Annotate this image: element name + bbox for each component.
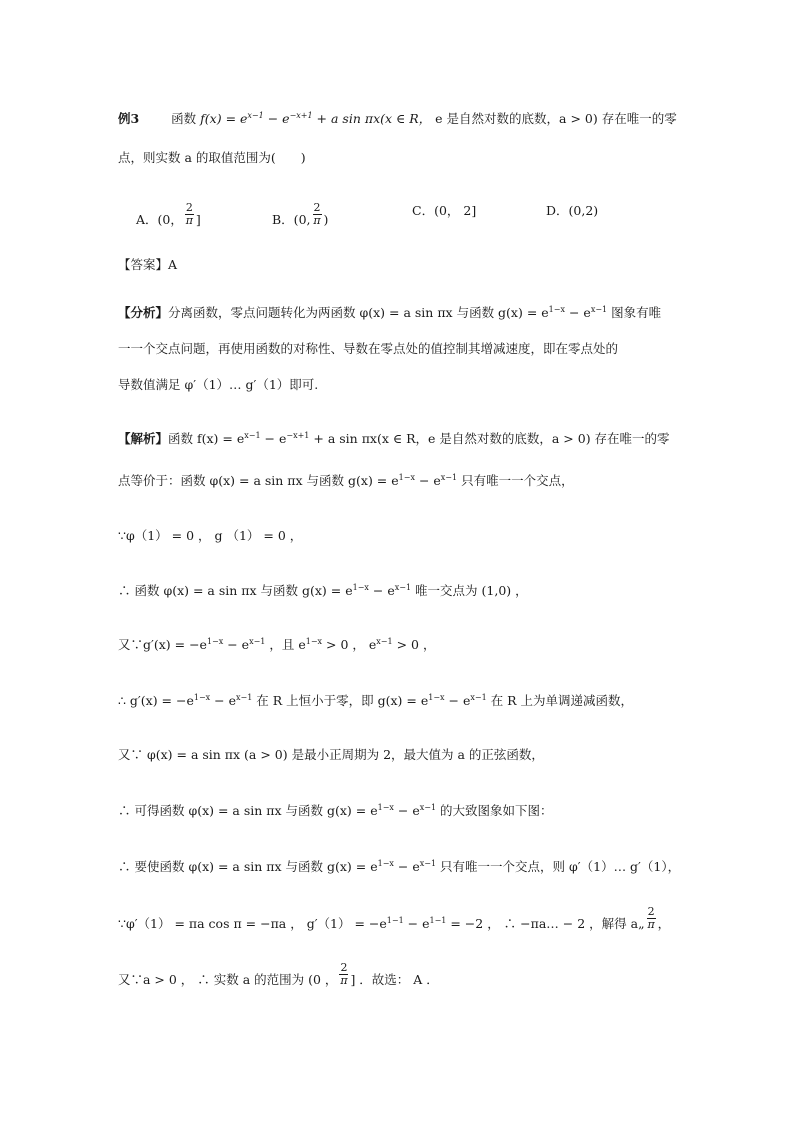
option-d: D．(0,2) (546, 203, 599, 218)
example-label: 例3 (118, 111, 140, 126)
analysis-tag: 【分析】 (118, 305, 169, 320)
solution-line-1: 【解析】函数 $f(x) = e^{x-1} - e^{-x+1} + a$ sin πx(x ∈ R，e 是自然对数的底数，a > 0) 存在唯一的零 (118, 431, 670, 446)
options-row (136, 196, 694, 232)
solution-line-5: 又∵g′(x) = $-e^{1-x} - e^{x-1}$ ，且 $e^{1-x} > 0$ ， $e^{x-1} > 0$ ， (118, 637, 436, 652)
solution-line-6: ∴ $g'(x) = -e^{1-x} - e^{x-1}$ 在 R 上恒小于零，即 $g(x) = e^{1-x} - e^{x-1}$ 在 R 上为单调递减函数， (118, 693, 634, 708)
solution-line-8: ∴ 可得函数 φ(x) = a sin πx 与函数 $g(x) = e^{1-x} - e^{x-1}$ 的大致图象如下图： (118, 803, 553, 818)
solution-tag: 【解析】 (118, 431, 169, 446)
answer-line: 【答案】A (118, 257, 178, 272)
solution-line-9: ∴ 要使函数 φ(x) = a sin πx 与函数 $g(x) = e^{1-x} - e^{x-1}$ 只有唯一一个交点，则 φ′（1）… g′（1）， (118, 859, 681, 874)
solution-line-4: ∴ 函数 φ(x) = a sin πx 与函数 $g(x) = e^{1-x} - e^{x-1}$ 唯一交点为 (1,0) ， (118, 583, 528, 598)
solution-line-7: 又∵ φ(x) = a sin πx (a > 0) 是最小正周期为 2，最大值为 a 的正弦函数， (118, 747, 544, 762)
analysis-line-2: 一一个交点问题，再使用函数的对称性、导数在零点处的值控制其增减速度，即在零点处的 (118, 341, 619, 356)
question-line-1: 例3 函数 $f(x) = e^{x-1} - e^{-x+1} + a$ sin πx(x ∈ R， e 是自然对数的底数，a > 0) 存在唯一的零 (118, 111, 677, 126)
option-a: A．(0， $\frac{2}{\pi}$ ] (136, 201, 201, 227)
analysis-line-1: 【分析】分离函数，零点问题转化为两函数 φ(x) = a sin πx 与函数 $g(x) = e^{1-x} - e^{x-1}$ 图象有唯 (118, 305, 662, 320)
option-b: B．(0, $\frac{2}{\pi}$ ) (272, 201, 329, 227)
analysis-line-3: 导数值满足 φ′（1）… g′（1）即可. (118, 377, 319, 392)
solution-line-2: 点等价于：函数 φ(x) = a sin πx 与函数 $g(x) = e^{1-x} - e^{x-1}$ 只有唯一一个交点， (118, 473, 574, 488)
question-line-2: 点，则实数 a 的取值范围为( ) (118, 150, 306, 165)
option-c: C．(0， 2] (412, 203, 477, 218)
solution-line-11: 又∵a > 0 ， ∴ 实数 a 的范围为 (0 ， $\frac{2}{\pi}$ ] ．故选： A ． (118, 961, 439, 987)
solution-line-3: ∵φ（1） = 0 ， g （1） = 0 ， (118, 528, 303, 543)
solution-line-10: ∵φ′（1） = πa cos π = −πa ， $g'(1) = -e^{1-1} - e^{1-1} = -2$ ， ∴ −πa… − 2 ，解得 a„ $\frac{2}{\pi}$ ， (118, 905, 671, 931)
